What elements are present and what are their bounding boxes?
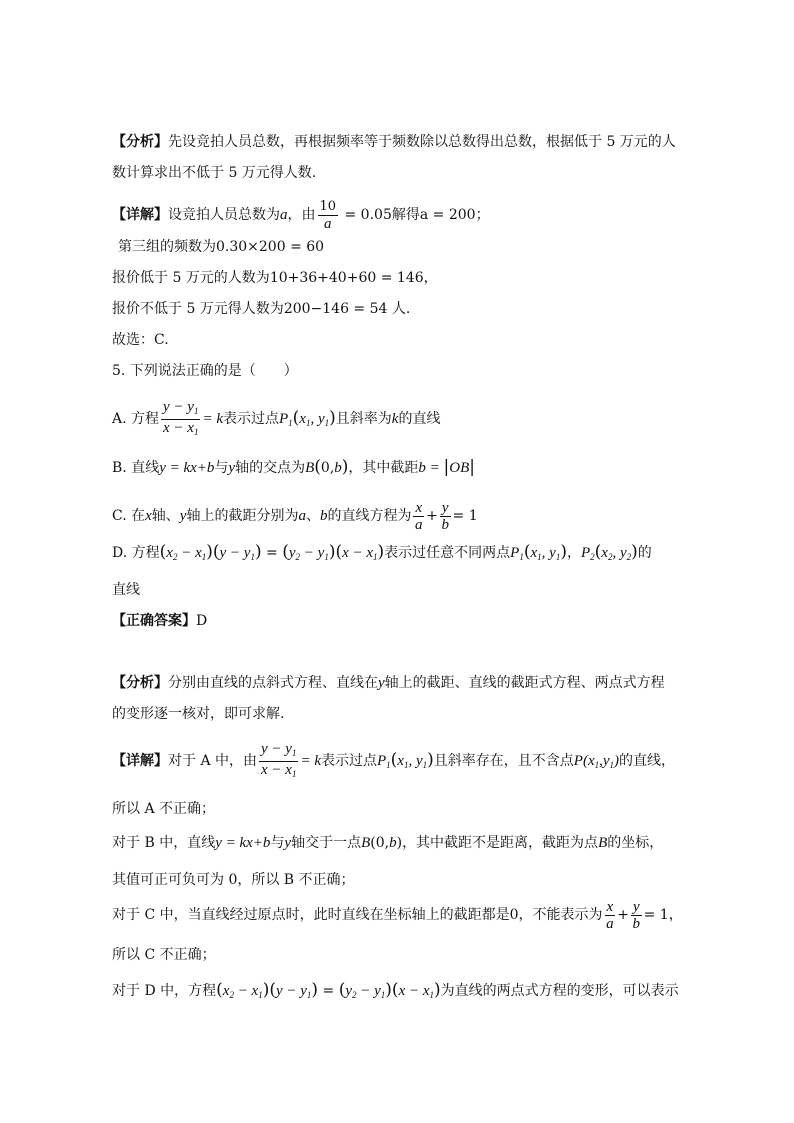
- detail2-a-end: 的直线，: [619, 753, 676, 769]
- detail2-d-end: 为直线的两点式方程的变形，可以表示: [440, 983, 679, 999]
- detail-eq: = 0.05: [340, 207, 392, 223]
- choice-line: [112, 329, 169, 351]
- option-c-mid2: 轴上的截距分别为: [186, 508, 299, 524]
- detail2-c-mid: ，不能表示为: [518, 907, 603, 923]
- option-b-mid3: ，其中截距: [348, 460, 419, 476]
- analysis2-mid: 轴上的截距、直线的截距式方程、两点式方程: [384, 675, 665, 691]
- analysis-text-1: 先设竞拍人员总数，再根据频率等于频数除以总数得出总数，根据低于 5 万元的人: [168, 134, 676, 150]
- detail2-b-l2: 其值可正可负可为 0，所以 B 不正确；: [112, 872, 355, 888]
- detail-text-mid: ，由: [287, 207, 316, 223]
- detail2-a-mid2: 且斜率存在，且不含点: [433, 753, 574, 769]
- option-c-mid: 轴、: [151, 508, 180, 524]
- detail2-b-pre: 对于 B 中，直线: [112, 835, 216, 851]
- analysis-label: 【分析】: [112, 134, 168, 150]
- detail-result: a = 200: [419, 207, 476, 223]
- option-d-l2: 直线: [112, 582, 140, 598]
- detail2-c: 对于 C 中，当直线经过原点时，此时直线在坐标轴上的截距都是0，不能表示为 $\frac{x}{a}$ + $\frac{y}{b}$ = 1，: [112, 898, 683, 932]
- detail-text: 设竞拍人员总数为: [168, 207, 280, 223]
- detail2-c-zero: 0: [509, 907, 519, 923]
- low-end: ，: [423, 270, 438, 286]
- detail2-b-mid3: ，其中截距不是距离，截距为点: [402, 835, 599, 851]
- high-math: 200−146 = 54: [283, 301, 388, 317]
- detail2-b-end: 的坐标，: [607, 835, 664, 851]
- analysis2-l2: 的变形逐一核对，即可求解.: [112, 706, 285, 722]
- high-end: 人.: [387, 301, 411, 317]
- option-a-tail: 且斜率为: [335, 411, 392, 427]
- high-text: 报价不低于 5 万元得人数为: [112, 301, 284, 317]
- option-a-fraction: $\frac{y - y_1}{x - x_1}$: [163, 398, 199, 437]
- group3-line: [118, 236, 324, 258]
- group3-math: 0.30×200 = 60: [216, 239, 325, 255]
- option-c-mid3: 、: [305, 508, 320, 524]
- detail-line-1: 【详解】设竞拍人员总数为a，由 $\frac{10}{a}$ = 0.05解得a = 200；: [112, 198, 490, 232]
- detail2-a-l2: 所以 A 不正确；: [112, 801, 216, 817]
- option-d-end: 的: [637, 545, 652, 561]
- low-math: 10+36+40+60 = 146: [269, 270, 424, 286]
- option-d-line-2: [112, 579, 140, 601]
- option-a-pre: A. 方程: [112, 411, 160, 427]
- option-a: A. 方程 $\frac{y - y_1}{x - x_1}$ = k表示过点$P_1(x_1$, $y_1$)且斜率为k的直线: [112, 398, 441, 437]
- detail2-c-end: ，: [668, 907, 683, 923]
- answer-line: [112, 610, 207, 632]
- option-c-mid4: 的直线方程为: [327, 508, 412, 524]
- analysis2-line-2: [112, 703, 284, 725]
- detail2-b-mid: 与: [270, 835, 285, 851]
- analysis2-label: 【分析】: [112, 675, 168, 691]
- analysis2-pre: 分别由直线的点斜式方程、直线在: [168, 675, 378, 691]
- detail2-c-pre: 对于 C 中，当直线经过原点时，此时直线在坐标轴上的截距都是: [112, 907, 510, 923]
- analysis-line-1: [112, 131, 676, 153]
- detail2-label: 【详解】: [112, 753, 168, 769]
- detail-post: 解得: [391, 207, 420, 223]
- detail2-d: 对于 D 中，方程$(x_2 - x_1)(y - y_1) = (y_2 - y_1)(x - x_1)$为直线的两点式方程的变形，可以表示: [112, 980, 679, 1000]
- detail-end: ；: [475, 207, 490, 223]
- group3-text: 第三组的频数为: [118, 239, 216, 255]
- option-c-pre: C. 在: [112, 508, 146, 524]
- detail2-b-line-2: [112, 869, 355, 891]
- detail-label: 【详解】: [112, 207, 168, 223]
- frac-num: 10: [319, 198, 337, 214]
- low-line: [112, 267, 438, 289]
- detail2-d-pre: 对于 D 中，方程: [112, 983, 217, 999]
- frac-den: a: [324, 215, 332, 232]
- detail2-a-mid: 表示过点: [320, 753, 377, 769]
- fraction: [318, 200, 339, 231]
- answer-value: D: [196, 613, 208, 629]
- option-b-pre: B. 直线: [112, 460, 160, 476]
- option-d: D. 方程$(x_2 - x_1)(y - y_1) = (y_2 - y_1)(x - x_1)$表示过任意不同两点$P_1(x_1$, $y_1$)，$P_2(x_2$, $y_2$)的: [112, 542, 652, 562]
- detail2-c-l2: 所以 C 不正确；: [112, 947, 216, 963]
- analysis-text-2: 数计算求出不低于 5 万元得人数.: [112, 165, 317, 181]
- option-d-mid: 表示过任意不同两点: [384, 545, 511, 561]
- option-c: C. 在x轴、y轴上的截距分别为a、b的直线方程为 $\frac{x}{a}$ + $\frac{y}{b}$ = 1: [112, 499, 478, 533]
- detail2-c-line-2: [112, 944, 216, 966]
- answer-label: 【正确答案】: [112, 613, 196, 629]
- detail2-b: 对于 B 中，直线y = kx+b与y轴交于一点B(0,b)，其中截距不是距离，截距为点B的坐标，: [112, 835, 664, 851]
- analysis-line-2: [112, 162, 316, 184]
- option-d-pre: D. 方程: [112, 545, 160, 561]
- high-line: [112, 298, 410, 320]
- detail2-a-line-2: [112, 798, 215, 820]
- detail2-a: 【详解】对于 A 中，由 $\frac{y - y_1}{x - x_1}$ = k表示过点$P_1(x_1$, $y_1$)且斜率存在，且不含点$P(x_1,y_1)$的直线，: [112, 740, 676, 779]
- option-b-mid: 与: [214, 460, 229, 476]
- option-a-end: 的直线: [398, 411, 441, 427]
- option-a-post: 表示过点: [222, 411, 279, 427]
- low-text: 报价低于 5 万元的人数为: [112, 270, 270, 286]
- question-stem-text: 5. 下列说法正确的是（ ）: [112, 363, 298, 379]
- detail2-a-pre: 对于 A 中，由: [168, 753, 258, 769]
- option-d-sep: ，: [566, 545, 581, 561]
- option-b: B. 直线y = kx+b与y轴的交点为B(0,b)，其中截距b = |OB|: [112, 457, 475, 477]
- detail2-b-mid2: 轴交于一点: [291, 835, 362, 851]
- analysis2-line-1: 【分析】分别由直线的点斜式方程、直线在y轴上的截距、直线的截距式方程、两点式方程: [112, 675, 665, 691]
- choice-text: 故选：C.: [112, 332, 169, 348]
- option-b-mid2: 轴的交点为: [235, 460, 306, 476]
- question-stem: [112, 360, 298, 382]
